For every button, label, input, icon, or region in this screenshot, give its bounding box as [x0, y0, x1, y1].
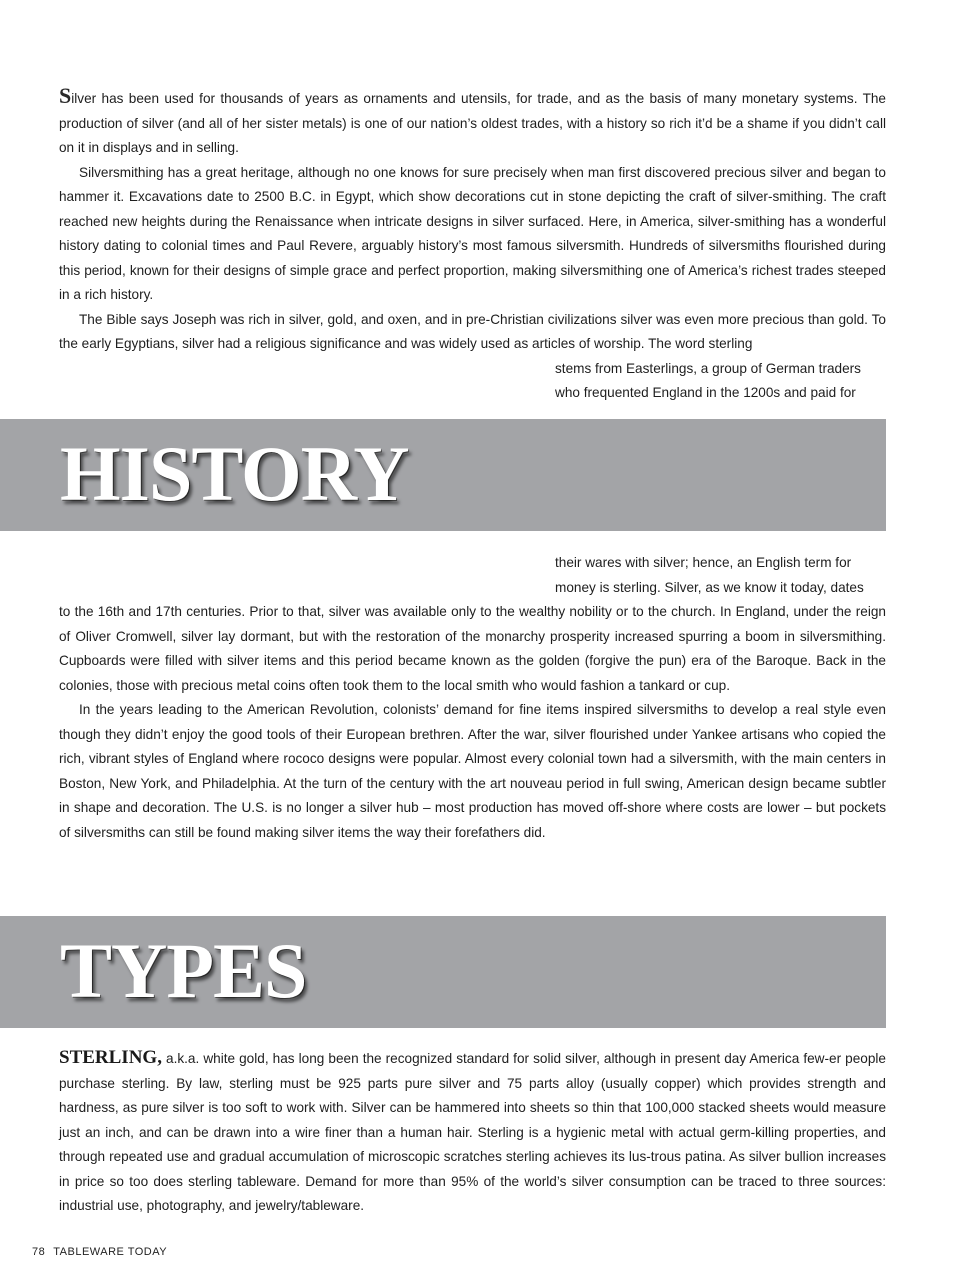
history-right-line-2: money is sterling. Silver, as we know it today, dates — [555, 579, 864, 595]
intro-paragraph-2: Silversmithing has a great heritage, although no one knows for sure precisely when man first discovered precious silver and began to hammer it. Excavations date to 2500 B.C. in Egypt, which show decorations cut in stone depicting the craft of silver-smithing. The craft reached new heights during the Renaissance when intricate designs in silver surfaced. Here, in America, silver-smithing has a wonderful history dating to colonial times and Paul Revere, arguably history’s most famous silversmith. Hundreds of silversmiths flourished during this period, known for their designs of simple grace and perfect proportion, making silversmithing one of America’s richest trades steeped in a rich history. — [59, 164, 886, 302]
history-paragraph-1: to the 16th and 17th centuries. Prior to that, silver was available only to the wealthy nobility or to the church. In England, under the reign of Oliver Cromwell, silver lay dormant, but with the restoration of the monarchy prosperity increased spurring a boom in silversmithing. Cupboards were filled with silver items and this period became known as the golden (forgive the pun) era of the Baroque. Back in the colonies, those with precious metal coins often took them to the local smith who would fashion a tankard or cup. — [59, 604, 886, 693]
history-paragraph-2: In the years leading to the American Revolution, colonists’ demand for fine items inspired silversmiths to develop a real style even though they didn’t enjoy the good tools of their European brethren. After the war, silver flourished under Yankee artisans who copied the rich, vibrant styles of England where rococo designs were popular. Almost every colonial town had a silversmith, with the main centers in Boston, New York, and Philadelphia. At the turn of the century with the art nouveau period in full swing, American design became subtler in shape and decoration. The U.S. is no longer a silver hub – most production has moved off-shore where costs are lower – but pockets of silversmiths can still be found making silver items the way their forefathers did. — [59, 702, 886, 840]
sterling-runin-heading: STERLING, — [59, 1047, 162, 1068]
drop-cap: S — [59, 83, 72, 108]
types-heading: TYPES — [60, 927, 307, 1014]
intro-paragraph-1: Silver has been used for thousands of years as ornaments and utensils, for trade, and as the basis of many monetary systems. The production of silver (and all of her sister metals) is one of our nation’s oldest trades, with a history so rich it’d be a shame if you didn’t call on it in displays and in selling. — [59, 83, 886, 155]
intro-paragraph-3: The Bible says Joseph was rich in silver, gold, and oxen, and in pre-Christian civilizations silver was even more precious than gold. To the early Egyptians, silver had a religious significance and was widely used as articles of worship. The word sterling — [59, 311, 886, 351]
intro-paragraph-3-continued-1: stems from Easterlings, a group of German traders — [555, 360, 861, 376]
history-banner — [0, 419, 886, 531]
types-banner — [0, 916, 886, 1028]
page-footer — [32, 1246, 167, 1258]
intro-section — [59, 84, 886, 406]
publication-name: TABLEWARE TODAY — [53, 1246, 168, 1258]
sterling-paragraph: STERLING, a.k.a. white gold, has long been the recognized standard for solid silver, although in present day America few-er people purchase sterling. By law, sterling must be 925 parts pure silver and 75 parts alloy (usually copper) which provides strength and hardness, as pure silver is too soft to work with. Silver can be hammered into sheets so thin that 100,000 stacked sheets would measure just an inch, and can be drawn into a wire finer than a human hair. Sterling is a hygienic metal with actual germ-killing properties, and through repeated use and gradual accumulation of microscopic scratches sterling achieves its lus-trous patina. As silver bullion increases in price so too does sterling tableware. Demand for more than 95% of the world’s silver consumption can be traced to three sources: industrial use, photography, and jewelry/tableware. — [59, 1047, 886, 1213]
history-right-line-1: their wares with silver; hence, an English term for — [555, 555, 852, 570]
history-heading: HISTORY — [60, 430, 409, 517]
types-section — [59, 1046, 886, 1219]
intro-paragraph-3-continued-2: who frequented England in the 1200s and paid for — [555, 385, 856, 400]
page-number: 78 — [32, 1246, 46, 1258]
history-section — [59, 551, 886, 845]
